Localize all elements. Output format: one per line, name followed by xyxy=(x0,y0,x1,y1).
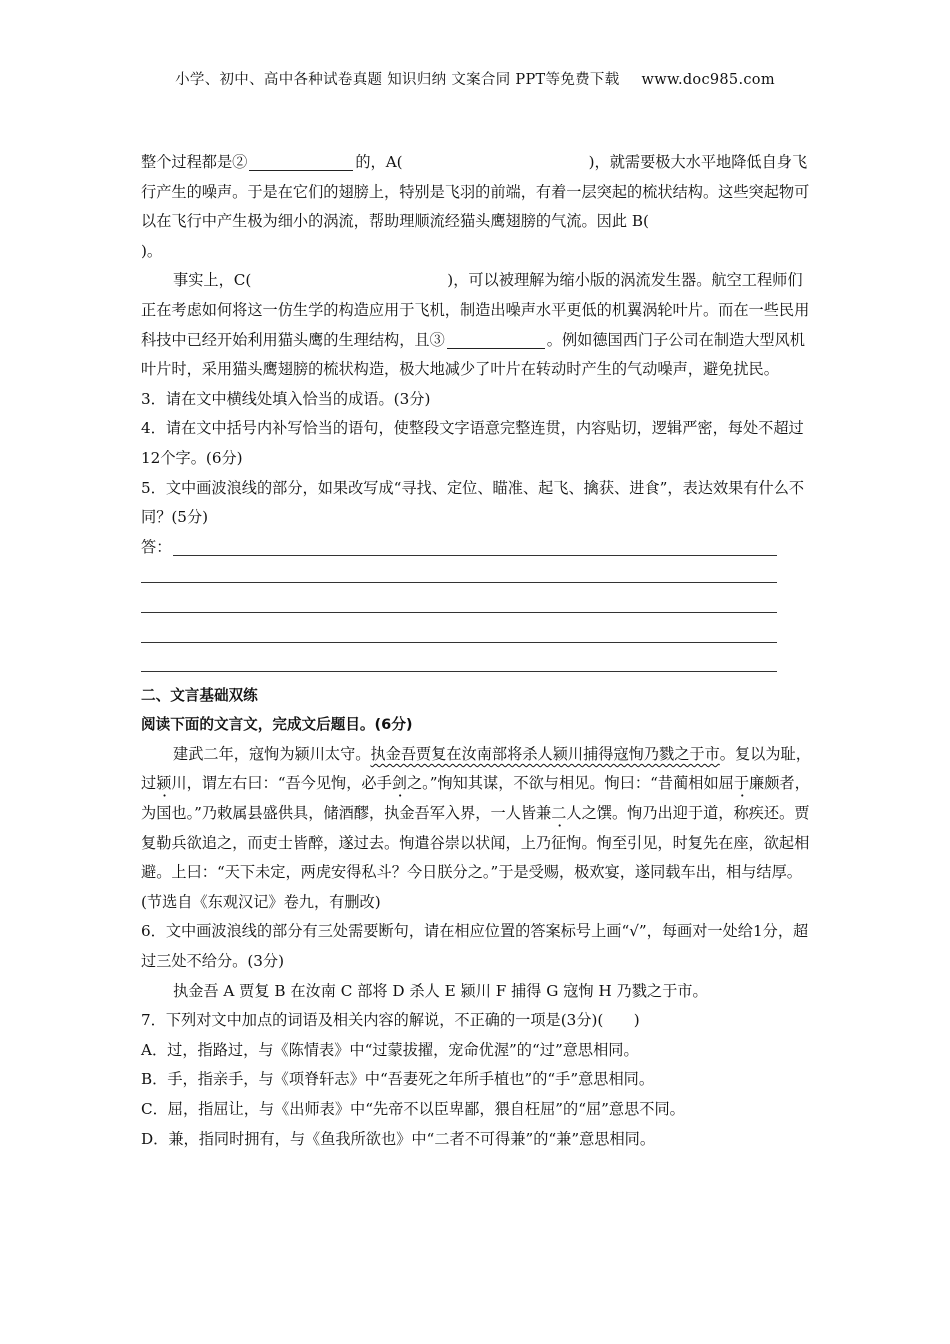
classical-text: 。复以为耻， xyxy=(719,744,811,763)
answer-line-row[interactable] xyxy=(141,562,813,592)
document-body xyxy=(141,148,813,1154)
page-header xyxy=(0,68,950,89)
classical-text: 二人之馔。恂乃出迎于道，称疾还。贾复勒兵欲追之，而吏士皆醉，遂过去。恂遣谷崇以状闻，上乃征恂。恂至引见，时复先在座，欲起相避。上曰：“天下未定，两虎安得私斗？今日朕分之。”于是受赐，极欢宴，遂同载车出，相与结厚。(节选自《东观汉记》卷九，有删改) xyxy=(141,804,810,911)
fill-blank-2[interactable] xyxy=(249,152,353,171)
answer-line xyxy=(141,612,777,613)
classical-text: 剑之。”恂知其谋，不欲与相见。恂曰：“昔蔺相如 xyxy=(391,774,719,793)
dotted-word-shou: 手 xyxy=(376,774,392,793)
question-3: 3．请在文中横线处填入恰当的成语。(3分) xyxy=(141,389,431,408)
section-2-instruction: 阅读下面的文言文，完成文后题目。(6分) xyxy=(141,716,413,734)
question-7-option-d[interactable]: D．兼，指同时拥有，与《鱼我所欲也》中“二者不可得兼”的“兼”意思相同。 xyxy=(141,1129,656,1148)
passage-text: )，就需要极大水平地降低自身飞行产生的噪声。于是在它们的翅膀上，特别是飞羽的前端，有着一层突起的梳状结构。这些突起物可以在飞行中产生极为细小的涡流，帮助理顺流经猫头鹰翅膀的气流。因此 B( xyxy=(141,153,810,231)
answer-line-row[interactable] xyxy=(141,592,813,622)
classical-chinese-passage xyxy=(141,740,813,918)
question-7-option-c[interactable]: C．屈，指屈让，与《出师表》中“先帝不以臣卑鄙，猥自枉屈”的“屈”意思不同。 xyxy=(141,1100,685,1118)
classical-text: 颍川，谓左右曰：“吾今见恂，必 xyxy=(156,774,377,793)
answer-line-row[interactable] xyxy=(141,651,813,681)
classical-text: 于廉颇者，为国也。”乃敕属县盛供具，储酒醪，执金吾军入界，一人皆 xyxy=(141,774,810,823)
answer-area[interactable] xyxy=(141,533,813,563)
dotted-word-guo: 过 xyxy=(141,774,157,793)
fill-blank-3[interactable] xyxy=(447,330,545,349)
question-7: 7．下列对文中加点的词语及相关内容的解说，不正确的一项是(3分)( ) xyxy=(141,1011,640,1030)
passage-paragraph-1 xyxy=(141,148,813,266)
passage-text: 。例如德国西门子公司在制造大型风机叶片时，采用猫头鹰翅膀的梳状构造，极大地减少了叶片在转动时产生的气动噪声，避免扰民。 xyxy=(141,330,805,379)
answer-line xyxy=(141,671,777,672)
passage-text: )。 xyxy=(141,241,163,260)
question-4: 4．请在文中括号内补写恰当的语句，使整段文字语意完整连贯，内容贴切，逻辑严密，每处不超过12个字。(6分) xyxy=(141,419,804,467)
question-6-options[interactable]: 执金吾 A 贾复 B 在汝南 C 部将 D 杀人 E 颍川 F 捕得 G 寇恂 H 乃戮之于市。 xyxy=(173,981,708,1000)
passage-paragraph-2 xyxy=(141,266,813,384)
classical-text: 建武二年，寇恂为颍川太守。 xyxy=(173,744,371,763)
dotted-word-qu: 屈 xyxy=(718,774,734,793)
passage-text: )，可以被理解为缩小版的涡流发生器。航空工程师们正在考虑如何将这一仿生学的构造应用于飞机，制造出噪声水平更低的机翼涡轮叶片。而在一些民用科技中已经开始利用猫头鹰的生理结构，且③ xyxy=(141,271,810,349)
answer-label: 答： xyxy=(141,537,172,556)
question-6: 6．文中画波浪线的部分有三处需要断句，请在相应位置的答案标号上画“√”，每画对一处给1分，超过三处不给分。(3分) xyxy=(141,922,809,971)
header-url: www.doc985.com xyxy=(641,72,775,88)
section-2-title: 二、文言基础双练 xyxy=(141,686,258,704)
question-7-option-a[interactable]: A．过，指路过，与《陈情表》中“过蒙拔擢，宠命优渥”的“过”意思相同。 xyxy=(141,1040,639,1059)
answer-line-row[interactable] xyxy=(141,622,813,652)
answer-line xyxy=(141,582,777,583)
passage-text: 整个过程都是② xyxy=(141,153,248,171)
wavy-underlined-text: 执金吾贾复在汝南部将杀人颍川捕得寇恂乃戮之于市 xyxy=(370,744,720,763)
answer-line xyxy=(141,642,777,643)
passage-text: 事实上，C( xyxy=(173,271,252,290)
question-5: 5．文中画波浪线的部分，如果改写成“寻找、定位、瞄准、起飞、擒获、进食”，表达效果有什么不同？(5分) xyxy=(141,478,805,527)
answer-line xyxy=(173,555,777,556)
dotted-word-jian: 兼 xyxy=(536,804,552,823)
question-7-option-b[interactable]: B．手，指亲手，与《项脊轩志》中“吾妻死之年所手植也”的“手”意思相同。 xyxy=(141,1070,655,1089)
passage-text: 的，A( xyxy=(355,153,403,171)
header-promo-text: 小学、初中、高中各种试卷真题 知识归纳 文案合同 PPT等免费下载 xyxy=(175,72,620,88)
